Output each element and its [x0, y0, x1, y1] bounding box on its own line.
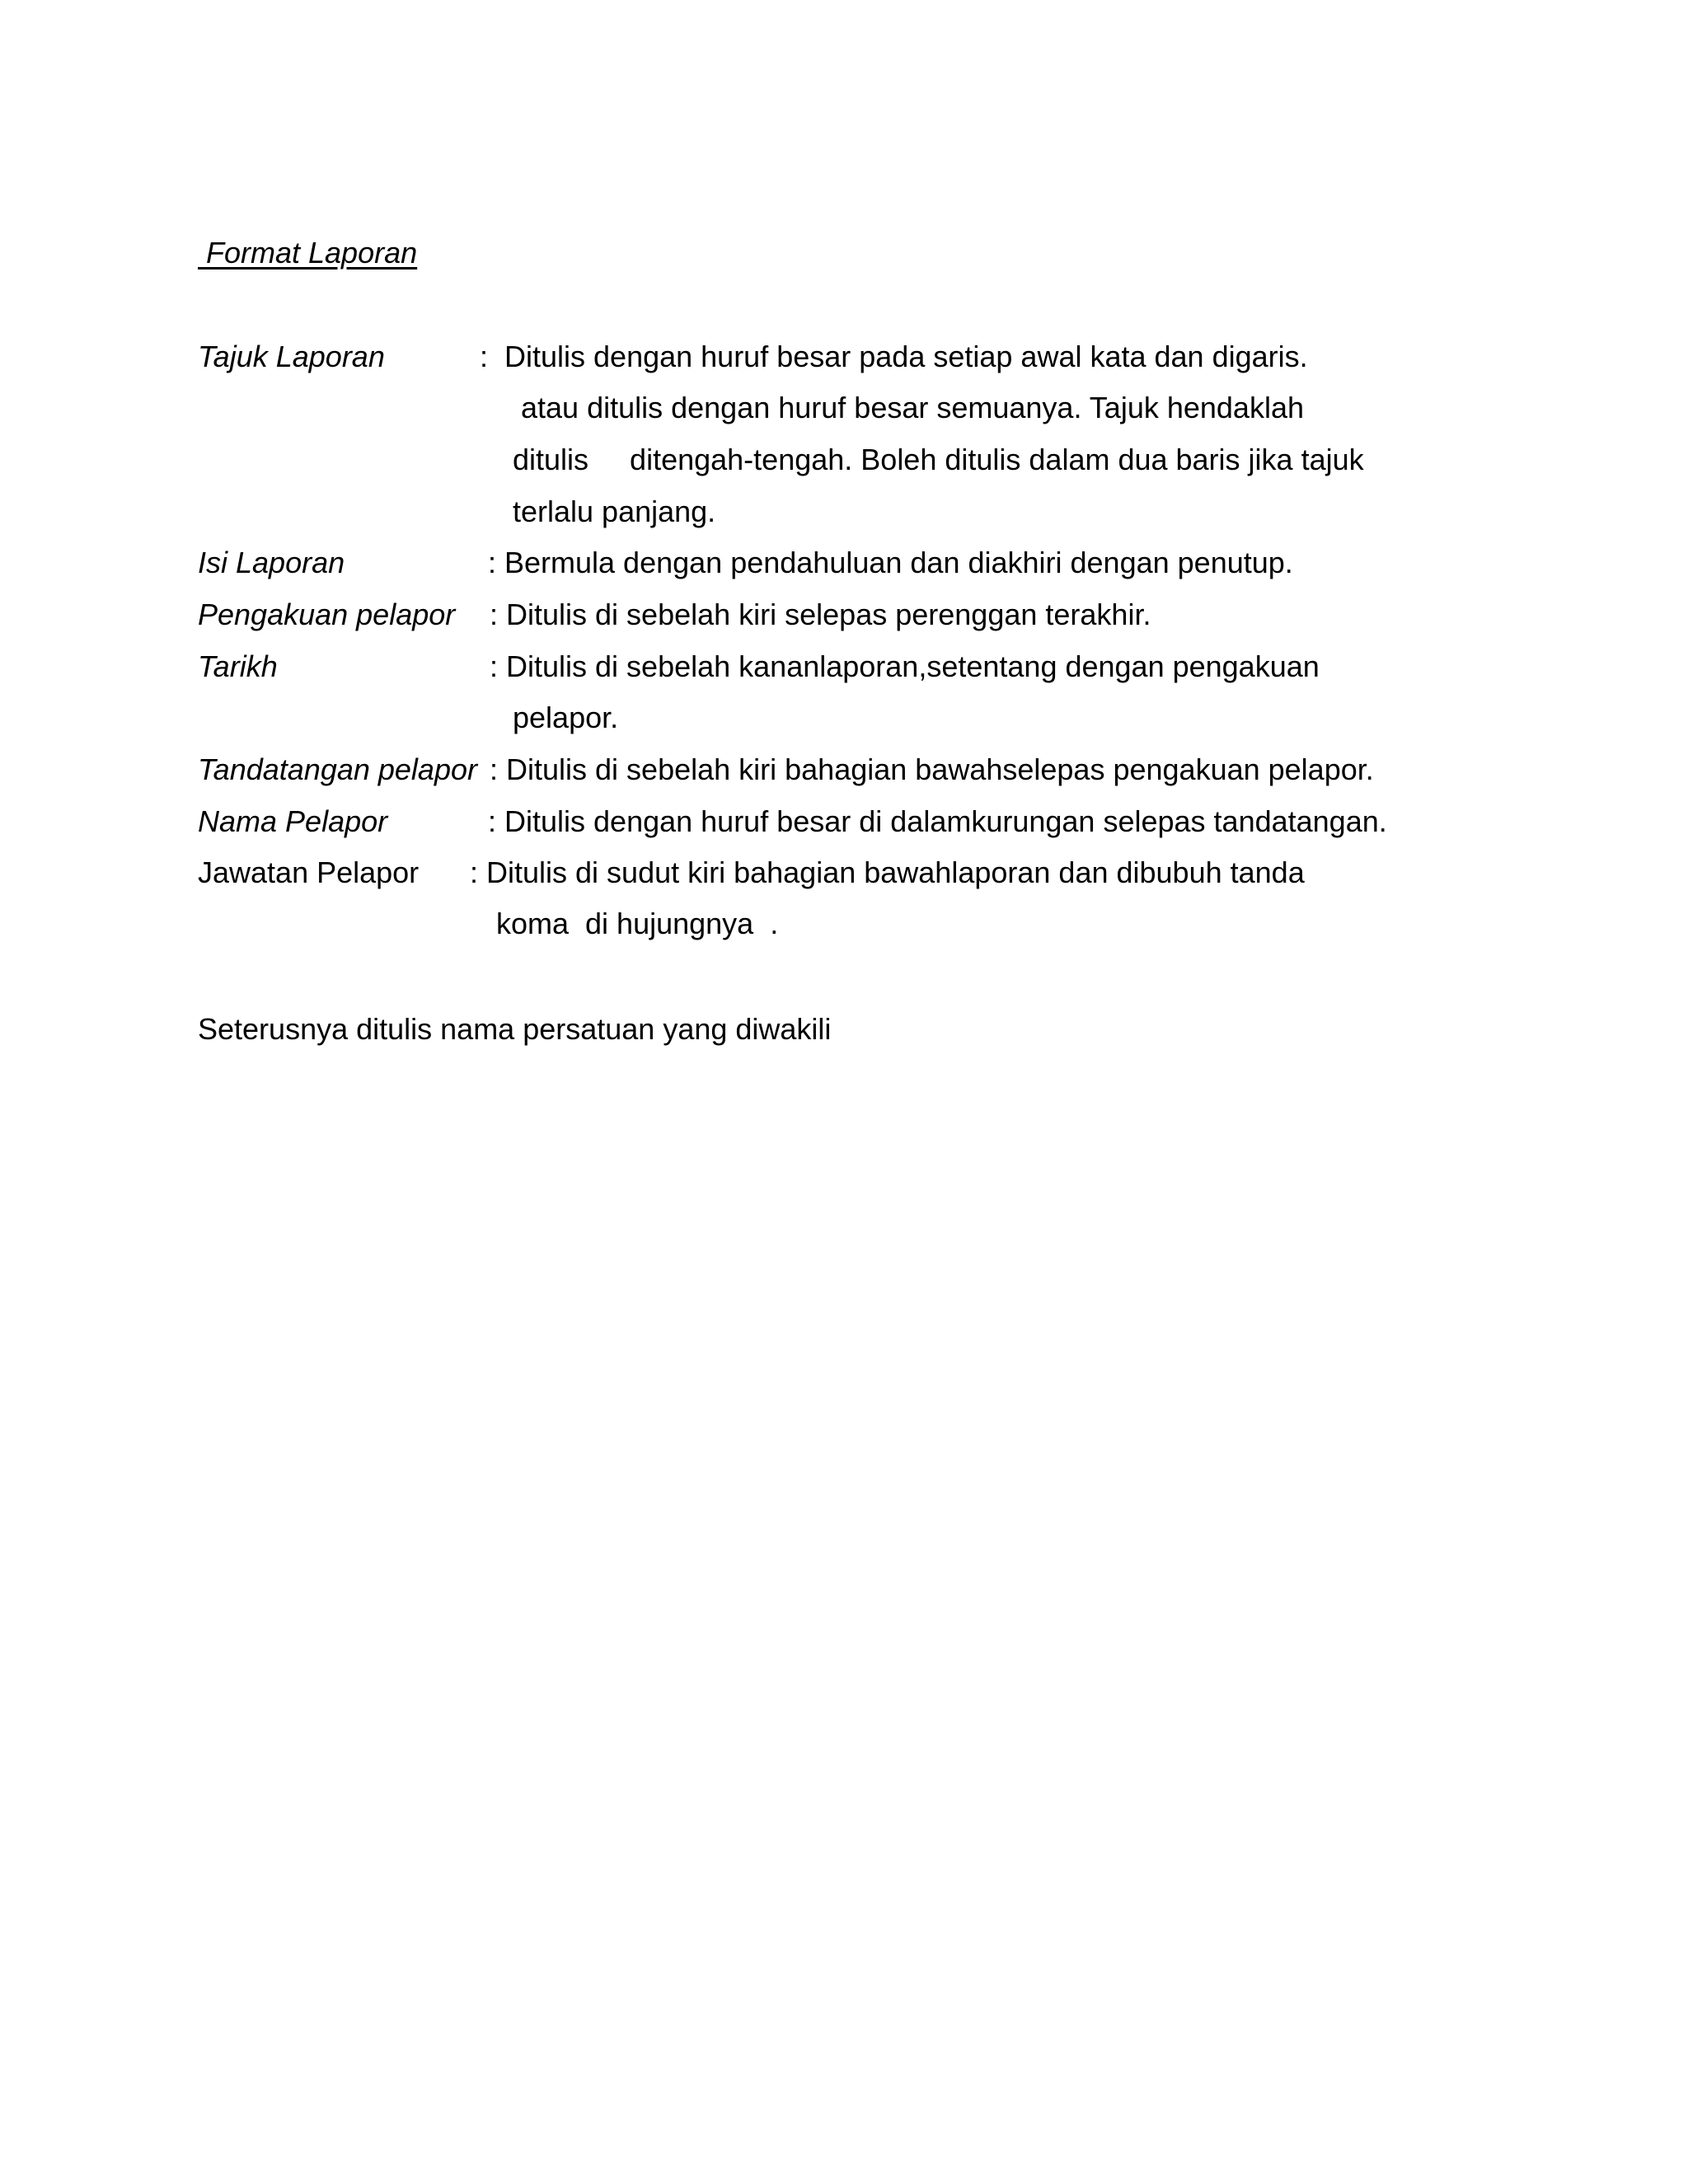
entry-text-jawatan-pelapor-line-1: : Ditulis di sudut kiri bahagian bawahlaporan dan dibubuh tanda — [470, 855, 1305, 889]
entry-text-tajuk-laporan-line-3: ditulis ditengah-tengah. Boleh ditulis dalam dua baris jika tajuk — [513, 443, 1364, 476]
entry-label-jawatan-pelapor: Jawatan Pelapor — [198, 855, 420, 889]
entry-text-tarikh-line-2: pelapor. — [513, 701, 619, 734]
entry-label-nama-pelapor: Nama Pelapor — [198, 804, 388, 838]
entry-text-tarikh-line-1: : Ditulis di sebelah kananlaporan,setentang dengan pengakuan — [490, 649, 1320, 683]
entry-label-isi-laporan: Isi Laporan — [198, 546, 345, 579]
entry-label-tarikh: Tarikh — [198, 649, 278, 683]
entry-text-pengakuan-pelapor-line-1: : Ditulis di sebelah kiri selepas perenggan terakhir. — [490, 598, 1151, 631]
entry-text-nama-pelapor-line-1: : Ditulis dengan huruf besar di dalamkurungan selepas tandatangan. — [488, 804, 1387, 838]
entry-text-tajuk-laporan-line-1: : Ditulis dengan huruf besar pada setiap awal kata dan digaris. — [480, 340, 1308, 373]
entry-text-tajuk-laporan-line-4: terlalu panjang. — [513, 494, 716, 528]
entry-text-tandatangan-pelapor-line-1: : Ditulis di sebelah kiri bahagian bawahselepas pengakuan pelapor. — [490, 752, 1374, 786]
entry-label-tajuk-laporan: Tajuk Laporan — [198, 340, 385, 373]
entry-text-jawatan-pelapor-line-2: koma di hujungnya . — [496, 907, 779, 940]
entry-text-tajuk-laporan-line-2: atau ditulis dengan huruf besar semuanya. Tajuk hendaklah — [521, 391, 1304, 424]
entry-text-isi-laporan-line-1: : Bermula dengan pendahuluan dan diakhiri dengan penutup. — [488, 546, 1293, 579]
closing-paragraph: Seterusnya ditulis nama persatuan yang diwakili — [198, 1012, 832, 1046]
entry-label-tandatangan-pelapor: Tandatangan pelapor — [198, 752, 477, 786]
entry-label-pengakuan-pelapor: Pengakuan pelapor — [198, 598, 456, 631]
document-title: Format Laporan — [198, 236, 418, 269]
